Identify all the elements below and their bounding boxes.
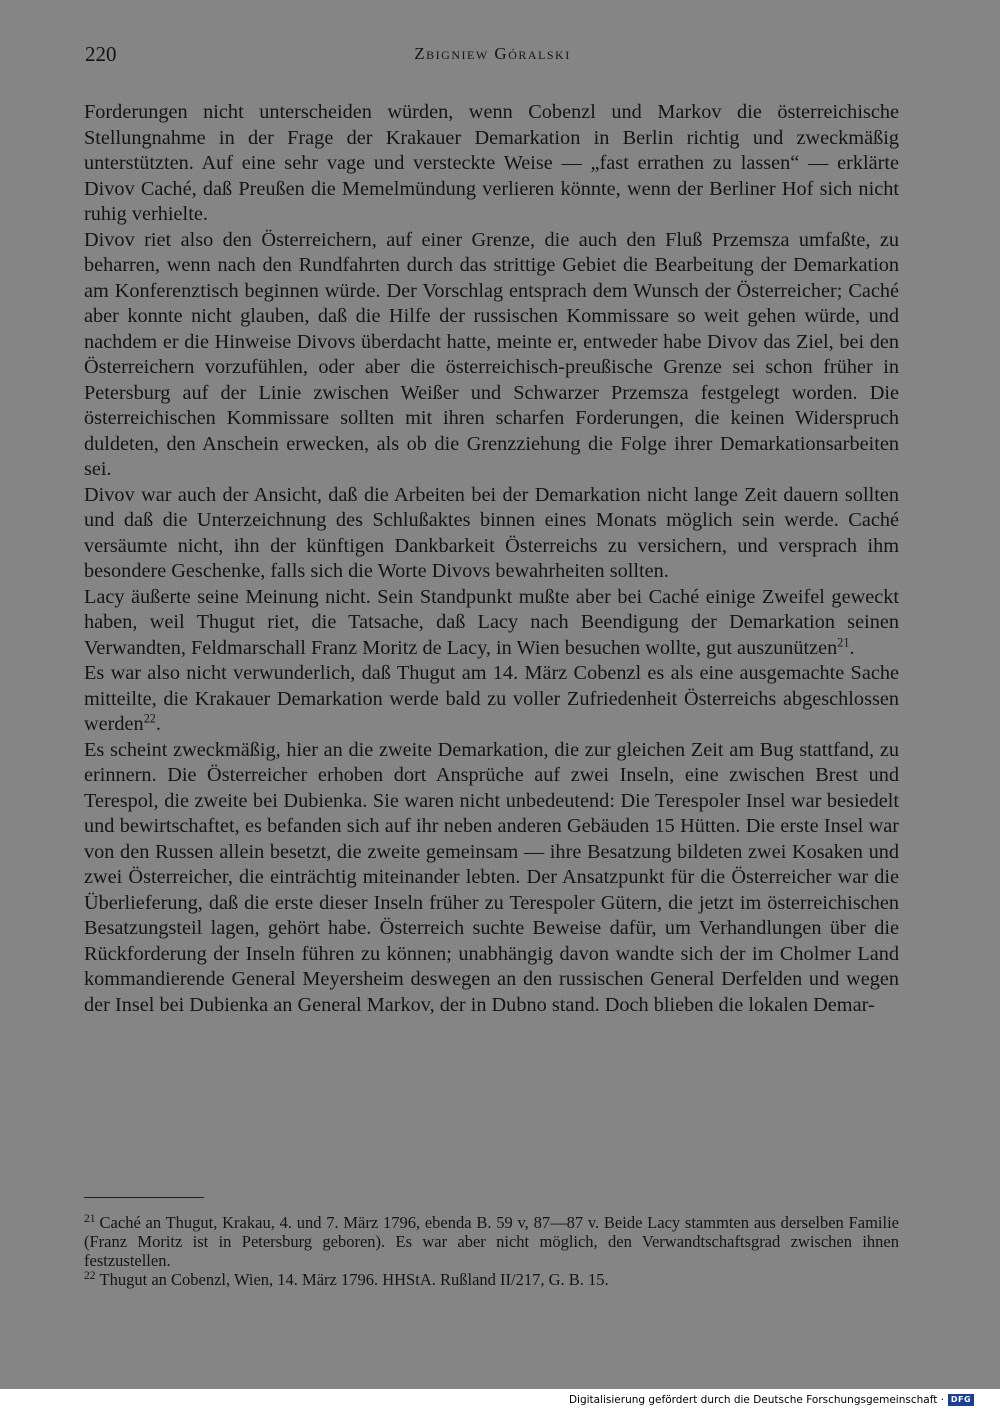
dfg-logo-icon: DFG — [948, 1394, 974, 1406]
paragraph: Divov war auch der Ansicht, daß die Arbeiten bei der Demarkation nicht lange Zeit dauern sollten und daß die Unterzeichnung des Schlußaktes binnen eines Monats möglich sein werde. Caché versäumte nicht, ihn der künftigen Dankbarkeit Österreichs zu versichern, und versprach ihm besondere Geschenke, falls sich die Worte Divovs bewahrheiten sollten. — [84, 483, 899, 582]
paragraph: Forderungen nicht unterscheiden würden, wenn Cobenzl und Markov die österreichische Stellungnahme in der Frage der Krakauer Demarkation in Berlin richtig und zweckmäßig unterstützten. Auf eine sehr vage und versteckte Weise — „fast errathen zu lassen“ — erklärte Divov Caché, daß Preußen die Memelmündung verlieren könnte, wenn der Berliner Hof sich nicht ruhig verhielte. — [84, 101, 899, 225]
paragraph: Divov riet also den Österreichern, auf einer Grenze, die auch den Fluß Przemsza umfaßte, zu beharren, wenn nach den Rundfahrten durch das strittige Gebiet die Bearbeitung der Demarkation am Konferenztisch beginnen würde. Der Vorschlag entsprach dem Wunsch der Österreicher; Caché aber konnte nicht glauben, daß die Hilfe der russischen Kommissare so weit gehen würde, und nachdem er die Hinweise Divovs überdacht hatte, meinte er, entweder habe Divov das Ziel, bei den Österreichern vorzufühlen, oder aber die österreichisch-preußische Grenze sei schon früher in Petersburg auf der Linie zwischen Weißer und Schwarzer Przemsza festgelegt worden. Die österreichischen Kommissare sollten mit ihren scharfen Forderungen, die keinen Widerspruch duldeten, den Anschein erwecken, als ob die Grenzziehung die Folge ihrer Demarkationsarbeiten sei. — [84, 228, 899, 480]
page-number: 220 — [85, 42, 117, 66]
footnote-number: 22 — [84, 1270, 96, 1283]
punctuation: . — [155, 713, 161, 735]
footnote — [84, 1213, 899, 1270]
credit-text: Digitalisierung gefördert durch die Deutsche Forschungsgemeinschaft · — [568, 1394, 944, 1406]
footnote-text: Thugut an Cobenzl, Wien, 14. März 1796. HHStA. Rußland II/217, G. B. 15. — [99, 1270, 609, 1289]
footnote-number: 21 — [84, 1213, 96, 1226]
footnote-reference: 21 — [837, 635, 850, 650]
paragraph-text: Es war also nicht verwunderlich, daß Thugut am 14. März Cobenzl es als eine ausgemachte Sache mitteilte, die Krakauer Demarkation werde bald zu voller Zufriedenheit Österreichs abgeschlossen werden — [84, 662, 899, 735]
paragraph — [84, 661, 899, 738]
footnote-text: Caché an Thugut, Krakau, 4. und 7. März 1796, ebenda B. 59 v, 87—87 v. Beide Lacy stammten aus derselben Familie (Franz Moritz ist in Petersburg geboren). Es war aber nicht möglich, den Verwandtschaftsgrad zwischen ihnen festzustellen. — [84, 1213, 899, 1270]
footnote-rule — [84, 1197, 204, 1198]
paragraph-text: Lacy äußerte seine Meinung nicht. Sein Standpunkt mußte aber bei Caché einige Zweifel geweckt haben, weil Thugut riet, die Tatsache, daß Lacy nach Beendigung der Demarkation seinen Verwandten, Feldmarschall Franz Moritz de Lacy, in Wien besuchen wollte, gut auszunützen — [84, 585, 899, 659]
paragraph — [84, 585, 899, 662]
paragraph: Es scheint zweckmäßig, hier an die zweite Demarkation, die zur gleichen Zeit am Bug stattfand, zu erinnern. Die Österreicher erhoben dort Ansprüche auf zwei Inseln, eine zwischen Brest und Terespol, die zweite bei Dubienka. Sie waren nicht unbedeutend: Die Terespoler Insel war besiedelt und bewirtschaftet, es befanden sich auf ihr neben anderen Gebäuden 15 Hütten. Die erste Insel war von den Russen allein besetzt, die zweite gemeinsam — ihre Besatzung bildeten zwei Kosaken und zwei Österreicher, die einträchtig miteinander lebten. Der Ansatzpunkt für die Österreicher war die Überlieferung, daß die erste dieser Inseln früher zu Terespoler Gütern, die jetzt im österreichischen Besatzungsteil lagen, gehört habe. Österreich suchte Beweise dafür, um Verhandlungen über die Rückforderung der Inseln führen zu können; unabhängig davon wandte sich der im Cholmer Land kommandierende General Meyersheim deswegen an den russischen General Derfelden und wegen der Insel bei Dubienka an General Markov, der in Dubno stand. Doch blieben die lokalen Demar- — [84, 738, 899, 1016]
running-title: Zbigniew Góralski — [414, 44, 571, 63]
body-text — [84, 100, 899, 1018]
footnote — [84, 1270, 899, 1289]
digitization-credit — [569, 1394, 974, 1406]
footnote-reference: 22 — [143, 711, 156, 726]
footnotes — [84, 1213, 899, 1289]
running-head — [85, 42, 900, 76]
punctuation: . — [849, 636, 855, 659]
